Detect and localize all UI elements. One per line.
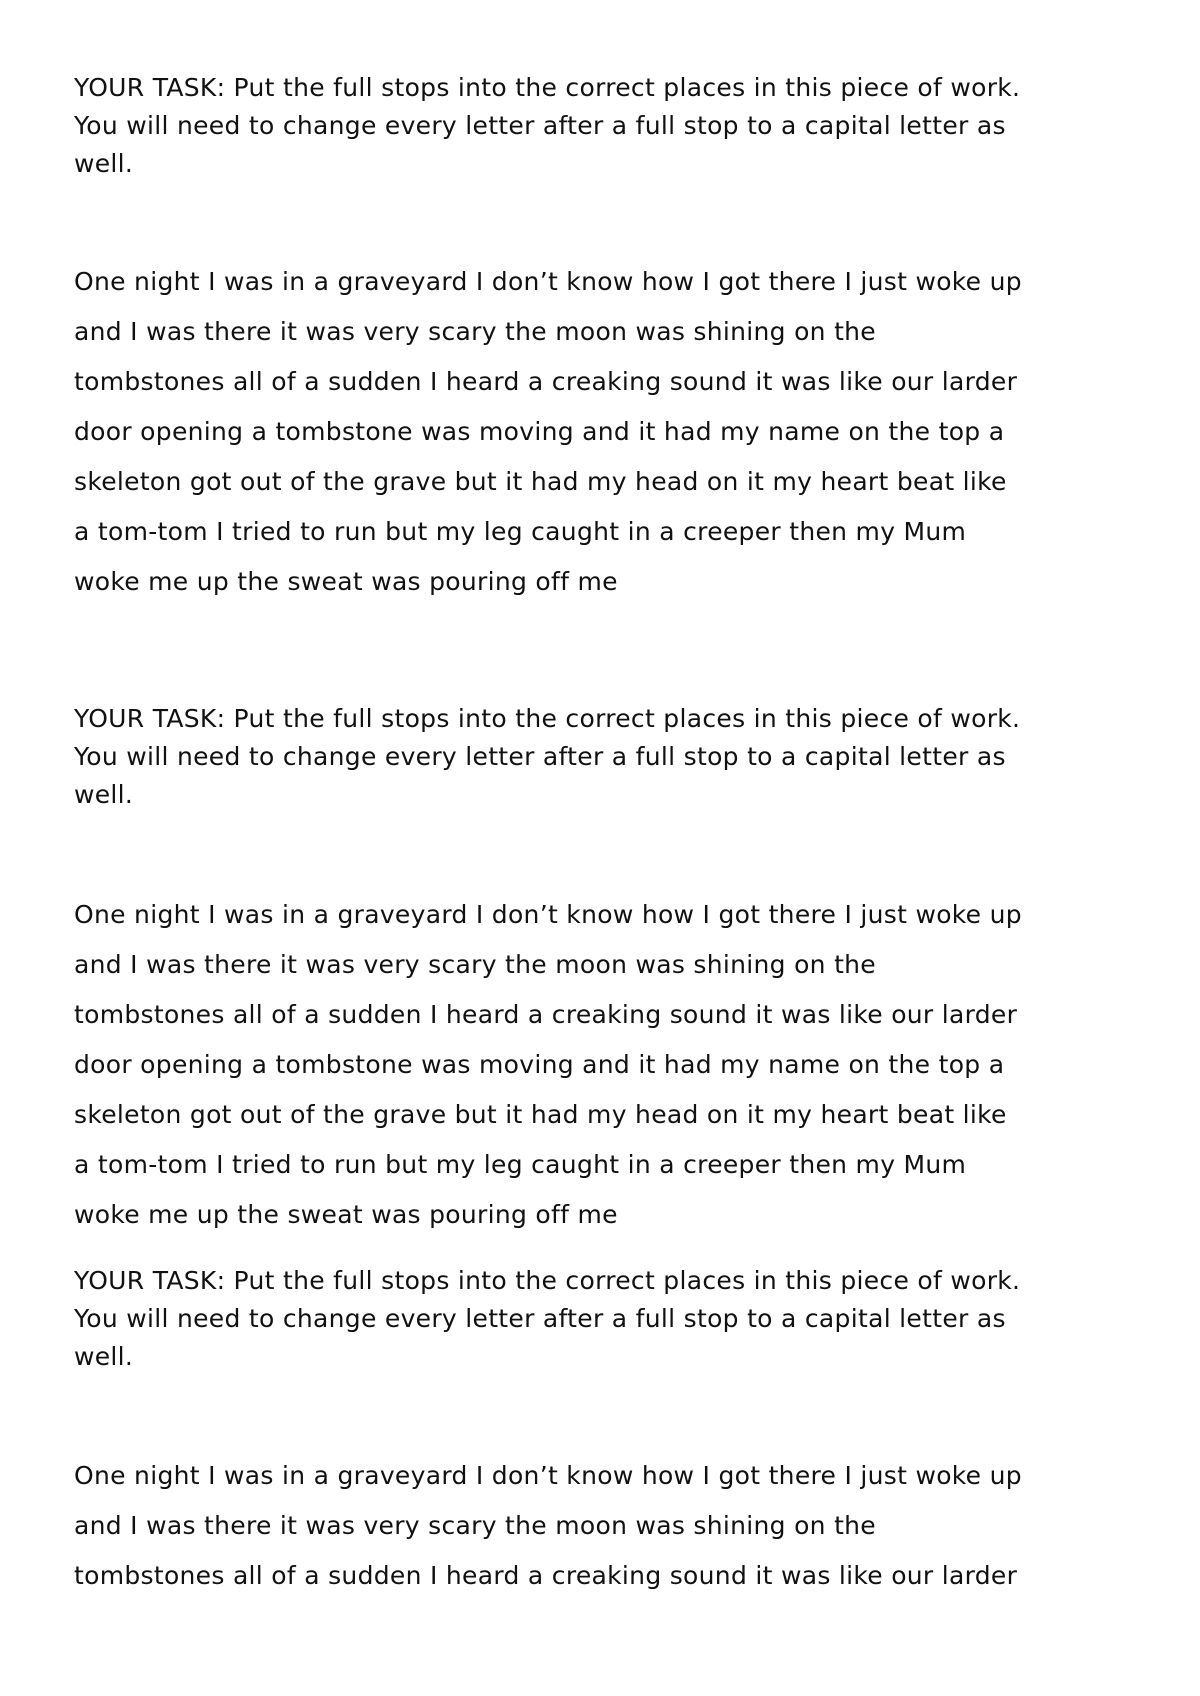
task-instructions — [74, 1262, 1140, 1376]
task-line: You will need to change every letter after a full stop to a capital letter as — [74, 111, 1006, 140]
story-line: woke me up the sweat was pouring off me — [74, 1200, 618, 1229]
story-line: One night I was in a graveyard I don’t know how I got there I just woke up — [74, 267, 1022, 296]
story-line: tombstones all of a sudden I heard a creaking sound it was like our larder — [74, 1000, 1018, 1029]
story-line: tombstones all of a sudden I heard a creaking sound it was like our larder — [74, 1561, 1018, 1590]
story-line: One night I was in a graveyard I don’t know how I got there I just woke up — [74, 900, 1022, 929]
story-passage — [74, 1451, 1140, 1601]
story-line: skeleton got out of the grave but it had my head on it my heart beat like — [74, 467, 1007, 496]
task-line: You will need to change every letter after a full stop to a capital letter as — [74, 742, 1006, 771]
story-passage — [74, 890, 1140, 1240]
story-line: woke me up the sweat was pouring off me — [74, 567, 618, 596]
story-line: a tom-tom I tried to run but my leg caught in a creeper then my Mum — [74, 517, 967, 546]
worksheet-page — [74, 0, 1140, 1696]
task-line: YOUR TASK: Put the full stops into the correct places in this piece of work. — [74, 73, 1021, 102]
story-line: skeleton got out of the grave but it had my head on it my heart beat like — [74, 1100, 1007, 1129]
story-line: tombstones all of a sudden I heard a creaking sound it was like our larder — [74, 367, 1018, 396]
task-line: well. — [74, 1342, 134, 1371]
story-line: One night I was in a graveyard I don’t know how I got there I just woke up — [74, 1461, 1022, 1490]
task-instructions — [74, 69, 1140, 183]
task-line: YOUR TASK: Put the full stops into the correct places in this piece of work. — [74, 704, 1021, 733]
task-instructions — [74, 700, 1140, 814]
story-line: door opening a tombstone was moving and it had my name on the top a — [74, 417, 1005, 446]
story-passage — [74, 257, 1140, 607]
story-line: and I was there it was very scary the moon was shining on the — [74, 317, 876, 346]
task-line: You will need to change every letter after a full stop to a capital letter as — [74, 1304, 1006, 1333]
task-line: well. — [74, 149, 134, 178]
story-line: and I was there it was very scary the moon was shining on the — [74, 950, 876, 979]
story-line: and I was there it was very scary the moon was shining on the — [74, 1511, 876, 1540]
task-line: YOUR TASK: Put the full stops into the correct places in this piece of work. — [74, 1266, 1021, 1295]
story-line: a tom-tom I tried to run but my leg caught in a creeper then my Mum — [74, 1150, 967, 1179]
task-line: well. — [74, 780, 134, 809]
story-line: door opening a tombstone was moving and it had my name on the top a — [74, 1050, 1005, 1079]
